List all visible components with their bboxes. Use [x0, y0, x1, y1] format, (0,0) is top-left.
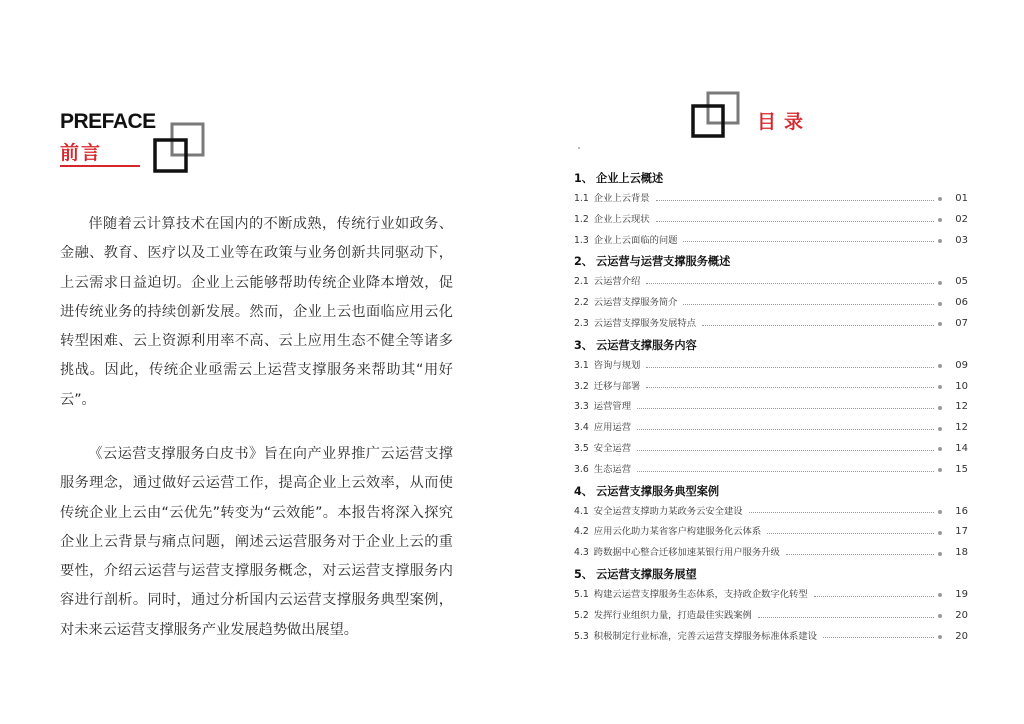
leader-end-dot — [938, 197, 942, 201]
leader-end-dot — [938, 218, 942, 222]
leader-end-dot — [938, 427, 942, 431]
toc-entry-number: 2.3 — [574, 317, 589, 329]
table-of-contents — [574, 168, 968, 647]
dotted-leader — [646, 367, 934, 368]
toc-entry[interactable] — [574, 189, 968, 210]
leader-end-dot — [938, 447, 942, 451]
dotted-leader — [767, 533, 934, 534]
toc-title: 目录 — [757, 111, 812, 133]
toc-section-title: 云运营与运营支撑服务概述 — [596, 255, 731, 269]
leader-end-dot — [938, 468, 942, 472]
leader-end-dot — [938, 531, 942, 535]
toc-entry[interactable] — [574, 356, 968, 377]
toc-entry-page-number: 16 — [955, 505, 968, 517]
toc-entry-number: 3.1 — [574, 359, 589, 371]
toc-entry[interactable] — [574, 543, 968, 564]
toc-entry-label: 运营管理 — [593, 401, 631, 413]
overlapping-squares-logo — [150, 120, 210, 178]
toc-entry[interactable] — [574, 627, 968, 648]
toc-entry-number: 1.3 — [574, 234, 589, 246]
toc-entry-page-number: 20 — [955, 630, 968, 642]
toc-entry-number: 2.1 — [574, 276, 589, 288]
toc-section-heading[interactable] — [574, 481, 968, 502]
toc-entry-number: 4.2 — [574, 526, 589, 538]
dotted-leader — [646, 387, 934, 388]
leader-end-dot — [938, 614, 942, 618]
leader-end-dot — [938, 239, 942, 243]
preface-paragraph-1 — [60, 210, 453, 415]
toc-entry-label: 应用云化助力某省客户构建服务化云体系 — [593, 526, 762, 538]
dotted-leader — [814, 596, 934, 597]
toc-entry[interactable] — [574, 606, 968, 627]
toc-section-number: 4、 — [574, 484, 593, 498]
toc-entry-label: 企业上云面临的问题 — [593, 234, 678, 246]
leader-end-dot — [938, 510, 942, 514]
dotted-leader — [646, 283, 934, 284]
toc-entry-number: 3.4 — [574, 422, 589, 434]
dotted-leader — [656, 221, 934, 222]
toc-entry-number: 4.3 — [574, 547, 589, 559]
preface-title-en: PREFACE — [60, 110, 156, 133]
toc-section-number: 2、 — [574, 255, 593, 269]
toc-entry[interactable] — [574, 585, 968, 606]
toc-entry-label: 安全运营支撑助力某政务云安全建设 — [593, 505, 743, 517]
toc-entry-page-number: 15 — [955, 463, 968, 475]
toc-entry-page-number: 19 — [955, 588, 968, 600]
preface-title-cn: 前言 — [60, 142, 103, 164]
leader-end-dot — [938, 322, 942, 326]
toc-section-heading[interactable] — [574, 168, 968, 189]
toc-entry-page-number: 10 — [955, 380, 968, 392]
toc-section-heading[interactable] — [574, 251, 968, 272]
dotted-leader — [823, 637, 934, 638]
toc-entry-page-number: 12 — [955, 422, 968, 434]
dotted-leader — [637, 471, 934, 472]
toc-entry[interactable] — [574, 314, 968, 335]
toc-entry-page-number: 06 — [955, 297, 968, 309]
toc-entry-label: 云运营支撑服务发展特点 — [593, 317, 697, 329]
toc-section-heading[interactable] — [574, 335, 968, 356]
toc-entry-page-number: 09 — [955, 359, 968, 371]
leader-end-dot — [938, 281, 942, 285]
toc-entry-label: 发挥行业组织力量，打造最佳实践案例 — [593, 609, 752, 621]
toc-entry-number: 5.3 — [574, 630, 589, 642]
toc-entry-number: 3.5 — [574, 442, 589, 454]
toc-entry-page-number: 07 — [955, 317, 968, 329]
dotted-leader — [637, 450, 934, 451]
toc-entry[interactable] — [574, 418, 968, 439]
toc-entry[interactable] — [574, 272, 968, 293]
toc-entry-page-number: 02 — [955, 213, 968, 225]
dotted-leader — [786, 554, 934, 555]
toc-entry-label: 积极制定行业标准，完善云运营支撑服务标准体系建设 — [593, 630, 817, 642]
dotted-leader — [637, 408, 934, 409]
leader-end-dot — [938, 593, 942, 597]
toc-entry-label: 云运营支撑服务简介 — [593, 297, 678, 309]
leader-end-dot — [938, 364, 942, 368]
toc-section-heading[interactable] — [574, 564, 968, 585]
leader-end-dot — [938, 302, 942, 306]
dotted-leader — [702, 325, 934, 326]
toc-section-number: 3、 — [574, 338, 593, 352]
toc-entry-label: 咨询与规划 — [593, 359, 641, 371]
leader-end-dot — [938, 552, 942, 556]
toc-entry-number: 2.2 — [574, 297, 589, 309]
toc-entry-label: 跨数据中心整合迁移加速某银行用户服务升级 — [593, 547, 780, 559]
toc-entry[interactable] — [574, 377, 968, 398]
toc-entry-label: 企业上云现状 — [593, 213, 650, 225]
toc-entry-page-number: 18 — [955, 547, 968, 559]
toc-entry[interactable] — [574, 397, 968, 418]
toc-entry-label: 构建云运营支撑服务生态体系，支持政企数字化转型 — [593, 588, 808, 600]
leader-end-dot — [938, 406, 942, 410]
toc-entry-page-number: 03 — [955, 234, 968, 246]
dotted-leader — [749, 512, 934, 513]
preface-paragraph-2-text: 《云运营支撑服务白皮书》旨在向产业界推广云运营支撑服务理念，通过做好云运营工作，提高企业上云效率，从而使传统企业上云由“云优先”转变为“云效能”。本报告将深入探究企业上云背景与痛点问题，阐述云运营服务对于企业上云的重要性，介绍云运营与运营支撑服务概念，对云运营支撑服务内容进行剖析。同时，通过分析国内云运营支撑服务典型案例，对未来云运营支撑服务产业发展趋势做出展望。 — [60, 446, 453, 638]
toc-marker-dot — [578, 147, 580, 149]
toc-entry-number: 5.2 — [574, 609, 589, 621]
toc-entry-label: 生态运营 — [593, 463, 631, 475]
toc-entry[interactable] — [574, 522, 968, 543]
toc-entry-number: 3.3 — [574, 401, 589, 413]
dotted-leader — [637, 429, 934, 430]
toc-entry-number: 4.1 — [574, 505, 589, 517]
toc-entry-number: 3.2 — [574, 380, 589, 392]
toc-section-title: 企业上云概述 — [596, 172, 664, 185]
toc-entry-page-number: 05 — [955, 276, 968, 288]
dotted-leader — [683, 304, 934, 305]
toc-entry-page-number: 14 — [955, 442, 968, 454]
toc-section-title: 云运营支撑服务典型案例 — [596, 484, 720, 498]
leader-end-dot — [938, 385, 942, 389]
toc-entry-page-number: 12 — [955, 401, 968, 413]
toc-entry-page-number: 20 — [955, 609, 968, 621]
overlapping-squares-logo — [688, 90, 744, 142]
toc-entry-label: 云运营介绍 — [593, 276, 641, 288]
toc-entry-number: 1.1 — [574, 193, 589, 204]
toc-entry[interactable] — [574, 210, 968, 231]
dotted-leader — [656, 200, 934, 201]
preface-title-underline — [60, 165, 140, 167]
toc-section-number: 1、 — [574, 172, 593, 185]
toc-entry-page-number: 17 — [955, 526, 968, 538]
toc-section-number: 5、 — [574, 567, 593, 581]
toc-entry-number: 5.1 — [574, 588, 589, 600]
toc-entry-number: 1.2 — [574, 213, 589, 225]
toc-entry-label: 应用运营 — [593, 422, 631, 434]
toc-section-title: 云运营支撑服务展望 — [596, 567, 697, 581]
toc-entry-label: 企业上云背景 — [593, 193, 650, 204]
toc-entry-page-number: 01 — [955, 193, 968, 204]
preface-paragraph-1-text: 伴随着云计算技术在国内的不断成熟，传统行业如政务、金融、教育、医疗以及工业等在政策与业务创新共同驱动下，上云需求日益迫切。企业上云能够帮助传统企业降本增效，促进传统业务的持续创新发展。然而，企业上云也面临应用云化转型困难、云上资源利用率不高、云上应用生态不健全等诸多挑战。因此，传统企业亟需云上运营支撑服务来帮助其“用好云”。 — [60, 216, 453, 408]
toc-entry[interactable] — [574, 293, 968, 314]
toc-entry-label: 迁移与部署 — [593, 380, 641, 392]
dotted-leader — [683, 241, 934, 242]
dotted-leader — [758, 617, 934, 618]
toc-entry[interactable] — [574, 439, 968, 460]
toc-entry[interactable] — [574, 460, 968, 481]
toc-entry[interactable] — [574, 502, 968, 523]
toc-entry[interactable] — [574, 231, 968, 252]
leader-end-dot — [938, 635, 942, 639]
toc-entry-label: 安全运营 — [593, 442, 631, 454]
toc-section-title: 云运营支撑服务内容 — [596, 338, 697, 352]
toc-entry-number: 3.6 — [574, 463, 589, 475]
preface-paragraph-2 — [60, 440, 453, 645]
